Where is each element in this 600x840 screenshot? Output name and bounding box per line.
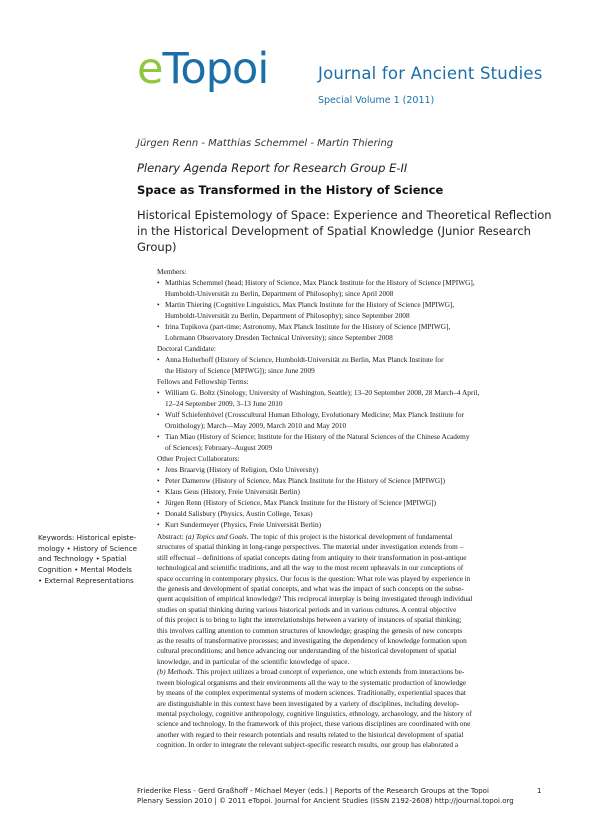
member-item [157, 387, 577, 409]
bullet-icon: • [157, 410, 160, 419]
abstract-line: technological and scientific traditions, and all the way to the most recent upheavals in our conceptions of [157, 563, 464, 573]
abstract-line [157, 667, 556, 677]
abstract-line: by means of the complex experimental systems of modern sciences. Traditionally, experiential spaces that [157, 688, 466, 698]
member-line: the History of Science [MPIWG]); since June 2009 [165, 366, 315, 375]
special-volume: Special Volume 1 (2011) [318, 95, 435, 106]
bullet-icon: • [157, 498, 160, 507]
abstract-line [157, 532, 556, 542]
report-title: Plenary Agenda Report for Research Group E-II [137, 161, 408, 175]
members-section-heading: Other Project Collaborators: [157, 454, 240, 463]
member-item [157, 354, 577, 376]
abstract-line: as the results of transformative processes; and investigating the dependency of knowledge formation upon [157, 636, 467, 646]
member-line: of Sciences); February–August 2009 [165, 443, 273, 452]
member-line: Anna Holterhoff (History of Science, Humboldt-Universität zu Berlin, Max Planck Institute for [165, 355, 444, 364]
abstract-line: the genesis and development of spatial concepts, and what was the impact of such concepts on the subse- [157, 584, 464, 594]
member-line: Lohrmann Observatory Dresden Technical University); since September 2008 [165, 333, 393, 342]
abstract-line: another with regard to their research potentials and results related to the historical development of spatial [157, 729, 464, 739]
bullet-icon: • [157, 465, 160, 474]
abstract-line: mental psychology, cognitive anthropology, cognitive linguistics, ethnology, archaeology, and the history of [157, 708, 472, 718]
member-item [157, 497, 577, 508]
member-line: Jens Braarvig (History of Religion, Oslo University) [165, 465, 319, 474]
section-a-heading: (a) Topics and Goals. [185, 532, 249, 541]
member-item [157, 519, 577, 530]
authors: Jürgen Renn - Matthias Schemmel - Martin Thiering [137, 138, 394, 149]
abstract [157, 532, 556, 751]
etopoi-logo [137, 46, 268, 92]
member-item [157, 409, 577, 431]
abstract-text: This project utilizes a broad concept of experience, one which extends from interactions be- [196, 667, 465, 677]
abstract-line: this involves calling attention to common structures of knowledge; grasping the genesis of new concepts [157, 625, 463, 635]
bullet-icon: • [157, 509, 160, 518]
abstract-line: cognition. In order to integrate the relevant subject-specific research results, our group has elaborated a [157, 740, 459, 750]
member-line: Matthias Schemmel (head; History of Science, Max Planck Institute for the History of Science [MPIWG], [165, 278, 475, 287]
member-line: Ornithology); March—May 2009, March 2010 and May 2010 [165, 421, 347, 430]
abstract-text: The topic of this project is the historical development of fundamental [250, 532, 453, 541]
footer [137, 787, 517, 806]
bullet-icon: • [157, 487, 160, 496]
abstract-line: still effectual – definitions of spatial concepts dating from antiquity to their transformation in post-antique [157, 552, 467, 562]
member-item [157, 475, 577, 486]
abstract-line: tween biological organisms and their environments all the way to the systematic production of knowledge [157, 677, 467, 687]
members-list [157, 266, 577, 530]
abstract-line: cultural preconditions; and hence advancing our understanding of the historical development of spatial [157, 646, 457, 656]
member-line: Jürgen Renn (History of Science, Max Planck Institute for the History of Science [MPIWG]) [165, 498, 437, 507]
member-line: William G. Boltz (Sinology, University of Washington, Seattle); 13–20 September 2008, 28 March–4 April, [165, 388, 480, 397]
member-line: Martin Thiering (Cognitive Linguistics, Max Planck Institute for the History of Science [MPIWG], [165, 300, 455, 309]
footer-line: Plenary Session 2010 | © 2011 eTopoi. Journal for Ancient Studies (ISSN 2192-2608) http://journal.topoi.org [137, 796, 514, 805]
members-section-heading: Doctoral Candidate: [157, 344, 216, 353]
member-item [157, 486, 577, 497]
keywords-line: • External Representations [38, 575, 134, 585]
bullet-icon: • [157, 355, 160, 364]
abstract-line: science and technology. In the framework of this project, these various disciplines are coordinated with one [157, 719, 471, 729]
member-line: Tian Miao (History of Science; Institute for the History of the Natural Sciences of the Chinese Academy [165, 432, 470, 441]
bullet-icon: • [157, 300, 160, 309]
bullet-icon: • [157, 322, 160, 331]
member-line: Donald Salisbury (Physics, Austin College, Texas) [165, 509, 313, 518]
abstract-line: of this project is to bring to light the interrelationships between a variety of instances of spatial thinking; [157, 615, 462, 625]
project-title: Historical Epistemology of Space: Experience and Theoretical Reflection in the Historical Development of Spatial Knowledge (Junior Research Group) [137, 208, 552, 254]
member-line: Kurt Sundermeyer (Physics, Freie Universität Berlin) [165, 520, 322, 529]
bullet-icon: • [157, 520, 160, 529]
page-number: 1 [537, 787, 542, 795]
keywords-line: mology • History of Science [38, 543, 138, 553]
keywords-line: Keywords: Historical episte- [38, 533, 137, 542]
keywords-line: Cognition • Mental Models [38, 565, 132, 575]
journal-title: Journal for Ancient Studies [318, 64, 543, 83]
member-item [157, 277, 577, 299]
member-line: 12–24 September 2009, 3–13 June 2010 [165, 399, 283, 408]
footer-line: Friederike Fless - Gerd Graßhoff - Michael Meyer (eds.) | Reports of the Research Groups at the Topoi [137, 787, 489, 795]
member-item [157, 299, 577, 321]
member-line: Wulf Schiefenhövel (Crosscultural Human Ethology, Evolutionary Medicine; Max Planck Institute for [165, 410, 464, 419]
member-item [157, 464, 577, 475]
keywords [38, 533, 140, 587]
member-line: Peter Damerow (History of Science, Max Planck Institute for the History of Science [MPIWG]) [165, 476, 446, 485]
abstract-line: structures of spatial thinking in long-range perspectives. The material under investigation extends from – [157, 542, 464, 552]
bullet-icon: • [157, 432, 160, 441]
abstract-label: Abstract: [157, 532, 184, 541]
abstract-line: are distinguishable in this context have been investigated by a variety of disciplines, including develop- [157, 698, 460, 708]
bullet-icon: • [157, 278, 160, 287]
abstract-line: studies on spatial thinking during various historical periods and in various cultures. A central objective [157, 604, 457, 614]
abstract-line: quent acquisition of empirical knowledge? This reciprocal interplay is being investigated through individual [157, 594, 473, 604]
members-section-heading: Fellows and Fellowship Terms: [157, 377, 249, 386]
section-b-heading: (b) Methods. [157, 667, 195, 677]
member-item [157, 508, 577, 519]
bullet-icon: • [157, 388, 160, 397]
bullet-icon: • [157, 476, 160, 485]
group-title: Space as Transformed in the History of Science [137, 183, 444, 197]
abstract-line: space occurring in contemporary physics. Our focus is the question: What role was played by experience in [157, 573, 471, 583]
members-section-heading: Members: [157, 267, 187, 276]
member-item [157, 431, 577, 453]
member-line: Humboldt-Universität zu Berlin, Department of Philosophy); since April 2008 [165, 289, 394, 298]
member-line: Humboldt-Universität zu Berlin, Department of Philosophy); since September 2008 [165, 311, 410, 320]
logo-e: e [137, 44, 163, 94]
logo-topoi: Topoi [162, 44, 269, 94]
member-item [157, 321, 577, 343]
member-line: Irina Tupikova (part-time; Astronomy, Max Planck Institute for the History of Science [MPIWG], [165, 322, 451, 331]
keywords-line: and Technology • Spatial [38, 554, 127, 564]
member-line: Klaus Geus (History, Freie Universität Berlin) [165, 487, 300, 496]
abstract-line: knowledge, and in particular of the scientific knowledge of space. [157, 656, 350, 666]
